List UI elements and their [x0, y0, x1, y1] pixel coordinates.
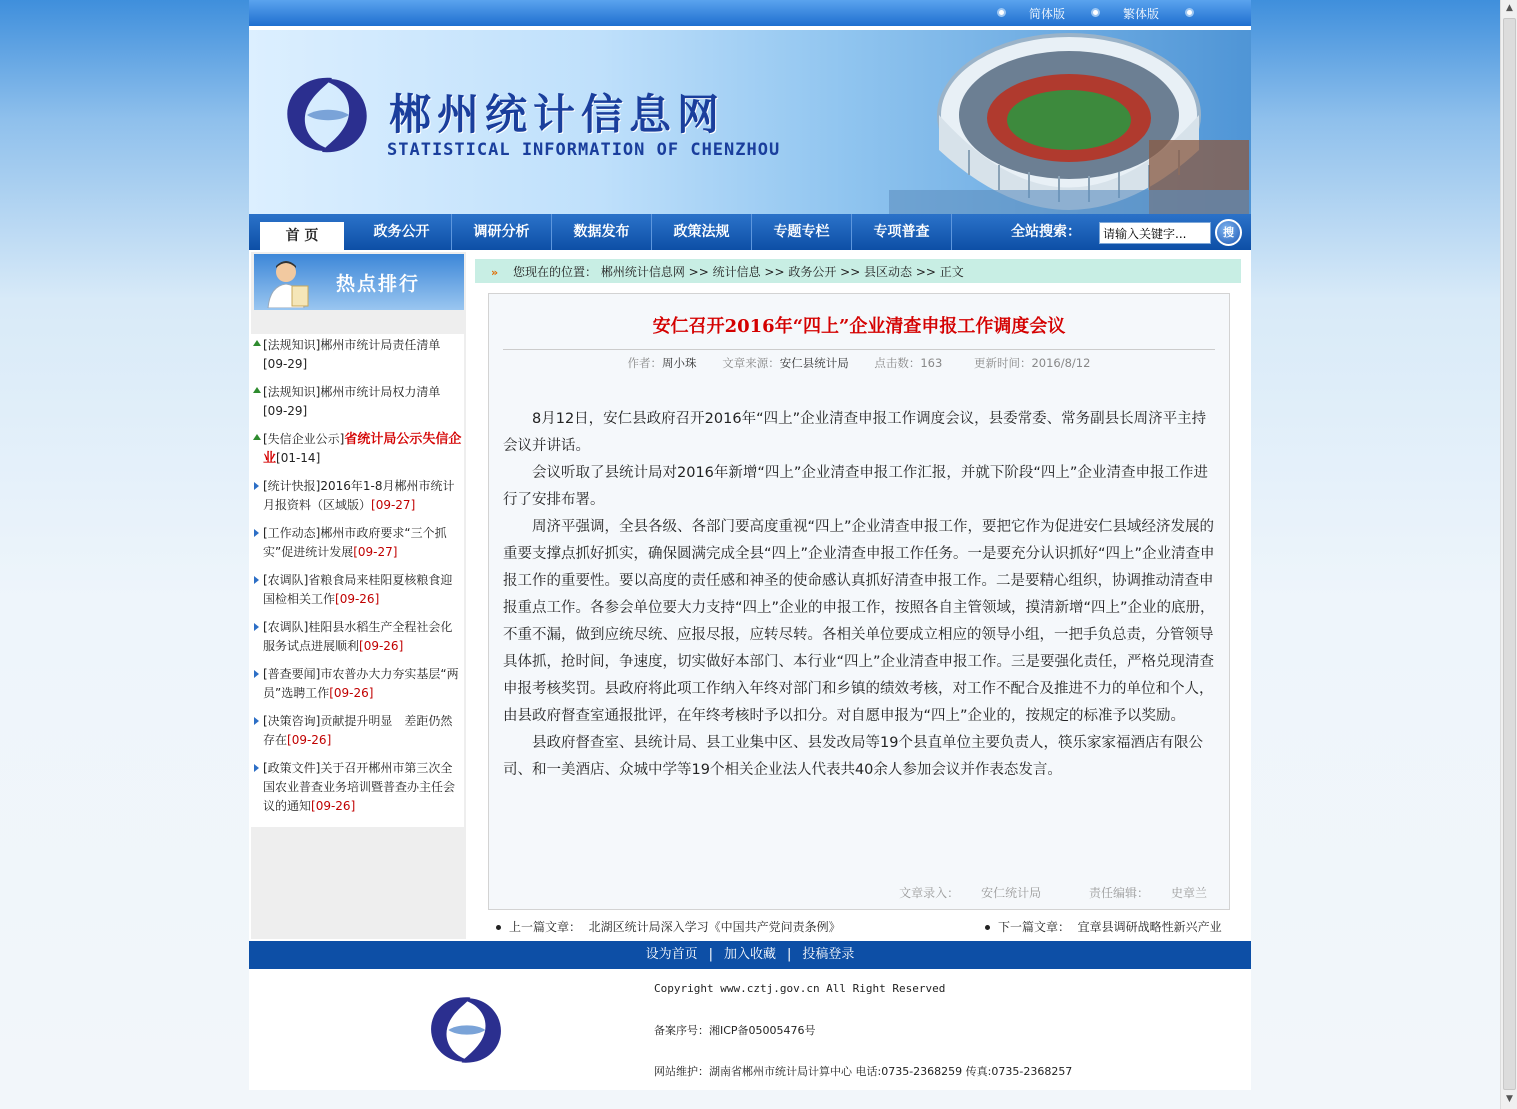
hot-item-date: [09-27]	[353, 545, 398, 559]
hot-list-item[interactable]	[251, 522, 464, 564]
hot-item-link[interactable]: 郴州市统计局权力清单	[320, 385, 441, 399]
site-title: 郴州统计信息网	[389, 90, 726, 139]
hits-label: 点击数：	[874, 356, 921, 370]
editor-label: 责任编辑：	[1088, 886, 1149, 900]
bullet-icon	[997, 8, 1006, 17]
entry-value: 安仁统计局	[981, 886, 1042, 900]
set-homepage-link[interactable]: 设为首页	[645, 947, 698, 962]
article-paragraph: 周济平强调，全县各级、各部门要高度重视“四上”企业清查申报工作，要把它作为促进安仁县域经济发展的重要支撑点抓好抓实，确保圆满完成全县“四上”企业清查申报工作任务。一是要充分认识抓好“四上”企业清查申报工作的重要性。要以高度的责任感和神圣的使命感认真抓好清查申报工作。二是要精心组织，协调推动清查申报重点工作。各参会单位要大力支持“四上”企业的申报工作，按照各自主管领域，摸清新增“四上”企业的底册，不重不漏，做到应统尽统、应报尽报，应转尽转。各相关单位要成立相应的领导小组，一把手负总责，分管领导具体抓，抢时间，争速度，切实做好本部门、本行业“四上”企业清查申报工作。三是要强化责任，严格兑现清查申报考核奖罚。县政府将此项工作纳入年终对部门和乡镇的绩效考核，对工作不配合及推进不力的单位和个人，由县政府督查室通报批评，在年终考核时予以扣分。对自愿申报为“四上”企业的，按规定的标准予以奖励。	[503, 519, 1215, 724]
source-label: 文章来源：	[722, 356, 780, 370]
nav-special-topics[interactable]: 专题专栏	[752, 214, 852, 250]
next-label: 下一篇文章：	[998, 920, 1071, 934]
icp-number: 备案序号：湘ICP备05005476号	[654, 1024, 816, 1037]
add-favorite-link[interactable]: 加入收藏	[723, 947, 776, 962]
search-button[interactable]: 搜	[1215, 219, 1242, 246]
sidebar	[251, 252, 466, 939]
prev-article	[496, 918, 841, 935]
hot-item-link[interactable]: 省粮食局来桂阳夏核粮食迎国检相关工作	[263, 573, 453, 606]
next-article	[985, 918, 1222, 935]
hot-item-tag: [政策文件]	[263, 761, 321, 775]
up-arrow-icon	[253, 387, 261, 393]
hot-list-item[interactable]	[251, 381, 464, 423]
vertical-scrollbar[interactable]	[1500, 0, 1517, 1109]
breadcrumb-prefix: 您现在的位置：	[513, 265, 598, 279]
editor-value: 史章兰	[1170, 886, 1207, 900]
article-paragraph: 县政府督查室、县统计局、县工业集中区、县发改局等19个县直单位主要负责人，筷乐家家福酒店有限公司、和一美酒店、众城中学等19个相关企业法人代表共40余人参加会议并作表态发言。	[503, 735, 1203, 778]
hot-list-item[interactable]	[251, 569, 464, 611]
site-logo-icon	[277, 70, 377, 160]
footer-logo-icon	[422, 989, 510, 1071]
hot-item-link[interactable]: 市农普办大力夯实基层“两员”选聘工作	[263, 667, 459, 700]
article-paragraph: 会议听取了县统计局对2016年新增“四上”企业清查申报工作汇报，并就下阶段“四上”企业清查申报工作进行了安排布署。	[503, 465, 1208, 508]
hot-list-item[interactable]	[251, 475, 464, 517]
hot-item-date: [09-26]	[335, 592, 380, 606]
article-meta	[489, 355, 1229, 371]
main-nav	[249, 214, 1251, 250]
nav-government-affairs[interactable]: 政务公开	[352, 214, 452, 250]
divider: |	[708, 947, 713, 962]
nav-data-release[interactable]: 数据发布	[552, 214, 652, 250]
site-subtitle: STATISTICAL INFORMATION OF CHENZHOU	[387, 140, 781, 160]
hot-list-item[interactable]	[251, 334, 464, 376]
hot-item-link[interactable]: 桂阳县水稻生产全程社会化服务试点进展顺利	[263, 620, 453, 653]
hot-item-tag: [决策咨询]	[263, 714, 321, 728]
right-triangle-icon	[254, 764, 259, 772]
hot-item-tag: [工作动态]	[263, 526, 321, 540]
right-triangle-icon	[254, 576, 259, 584]
hot-item-tag: [法规知识]	[263, 385, 321, 399]
right-triangle-icon	[254, 717, 259, 725]
next-article-link[interactable]: 宜章县调研战略性新兴产业	[1077, 920, 1222, 934]
scroll-up-arrow-icon[interactable]: ▲	[1506, 3, 1513, 13]
prev-label: 上一篇文章：	[509, 920, 582, 934]
hot-item-tag: [统计快报]	[263, 479, 321, 493]
hot-item-tag: [失信企业公示]	[263, 432, 345, 446]
up-arrow-icon	[253, 434, 261, 440]
author-value: 周小珠	[662, 356, 697, 370]
editor	[1067, 886, 1207, 900]
scrollbar-thumb[interactable]	[1503, 18, 1516, 1090]
source-value: 安仁县统计局	[779, 356, 849, 370]
prev-article-link[interactable]: 北湖区统计局深入学习《中国共产党问责条例》	[588, 920, 841, 934]
footer	[249, 969, 1251, 1090]
search-input[interactable]	[1099, 222, 1211, 244]
site-banner	[249, 30, 1251, 216]
article	[488, 293, 1230, 910]
person-icon	[266, 258, 312, 308]
breadcrumb	[475, 259, 1241, 283]
search-label: 全站搜索：	[1011, 224, 1081, 240]
breadcrumb-arrow-icon: »	[491, 266, 499, 279]
hot-ranking-title: 热点排行	[336, 273, 421, 295]
copyright: Copyright www.cztj.gov.cn All Right Reserved	[654, 982, 946, 995]
hot-item-link[interactable]: 贡献提升明显 差距仍然存在	[263, 714, 453, 747]
updated-value: 2016/8/12	[1031, 356, 1091, 370]
hot-item-tag: [农调队]	[263, 573, 309, 587]
article-title: 安仁召开2016年“四上”企业清查申报工作调度会议	[652, 316, 1066, 337]
bullet-icon	[1091, 8, 1100, 17]
hot-item-link[interactable]: 郴州市政府要求“三个抓实”促进统计发展	[263, 526, 447, 559]
hot-item-tag: [普查要闻]	[263, 667, 321, 681]
divider	[503, 349, 1215, 350]
hot-item-tag: [农调队]	[263, 620, 309, 634]
hot-item-date: [01-14]	[276, 451, 321, 465]
author-label: 作者：	[627, 356, 663, 370]
nav-policy-regulations[interactable]: 政策法规	[652, 214, 752, 250]
nav-research-analysis[interactable]: 调研分析	[452, 214, 552, 250]
hot-item-date: [09-26]	[311, 799, 356, 813]
article-body	[503, 406, 1215, 784]
article-paragraph: 8月12日，安仁县政府召开2016年“四上”企业清查申报工作调度会议，县委常委、常务副县长周济平主持会议并讲话。	[503, 411, 1207, 454]
right-triangle-icon	[254, 482, 259, 490]
entry	[877, 886, 1041, 900]
up-arrow-icon	[253, 340, 261, 346]
nav-home[interactable]: 首 页	[260, 222, 344, 250]
page-container	[249, 0, 1251, 1090]
updated-label: 更新时间：	[973, 356, 1032, 370]
hot-item-date: [09-26]	[329, 686, 374, 700]
bullet-icon	[496, 925, 501, 930]
hot-item-link[interactable]: 省统计局公示失信企业	[263, 432, 462, 466]
right-triangle-icon	[254, 529, 259, 537]
hot-item-date: [09-29]	[263, 404, 308, 418]
hot-item-date: [09-29]	[263, 357, 308, 371]
hot-item-date: [09-27]	[371, 498, 416, 512]
hits-value: 163	[920, 356, 943, 370]
hot-ranking-header	[254, 254, 464, 310]
submit-login-link[interactable]: 投稿登录	[802, 947, 855, 962]
hot-item-link[interactable]: 关于召开郴州市第三次全国农业普查业务培训暨普查办主任会议的通知	[263, 761, 456, 813]
hot-list-item[interactable]	[251, 616, 464, 658]
right-triangle-icon	[254, 670, 259, 678]
hot-item-date: [09-26]	[287, 733, 332, 747]
hot-list-item[interactable]	[251, 428, 464, 470]
breadcrumb-path[interactable]: 郴州统计信息网 >> 统计信息 >> 政务公开 >> 县区动态 >> 正文	[600, 265, 964, 279]
nav-special-census[interactable]: 专项普查	[852, 214, 952, 250]
stadium-image	[889, 30, 1249, 216]
hot-item-tag: [法规知识]	[263, 338, 321, 352]
entry-label: 文章录入：	[899, 886, 960, 900]
site-maintenance: 网站维护：湖南省郴州市统计局计算中心 电话:0735-2368259 传真:0735-2368257	[654, 1065, 1073, 1078]
divider: |	[787, 947, 792, 962]
article-footer-meta	[855, 884, 1207, 901]
hot-item-link[interactable]: 郴州市统计局责任清单	[320, 338, 441, 352]
scroll-down-arrow-icon[interactable]: ▼	[1506, 1094, 1513, 1104]
traditional-chinese-link[interactable]: 繁体版	[1123, 7, 1160, 21]
simplified-chinese-link[interactable]: 简体版	[1029, 7, 1066, 21]
top-bar	[249, 0, 1251, 26]
bullet-icon	[985, 925, 990, 930]
bullet-icon	[1185, 8, 1194, 17]
hot-item-date: [09-26]	[359, 639, 404, 653]
hot-list-item[interactable]	[251, 757, 464, 818]
hot-item-link[interactable]: 2016年1-8月郴州市统计月报资料（区域版）	[263, 479, 455, 512]
footer-links	[249, 941, 1251, 969]
hot-list-item[interactable]	[251, 663, 464, 705]
hot-list-item[interactable]	[251, 710, 464, 752]
hot-ranking-list	[251, 334, 464, 827]
right-triangle-icon	[254, 623, 259, 631]
